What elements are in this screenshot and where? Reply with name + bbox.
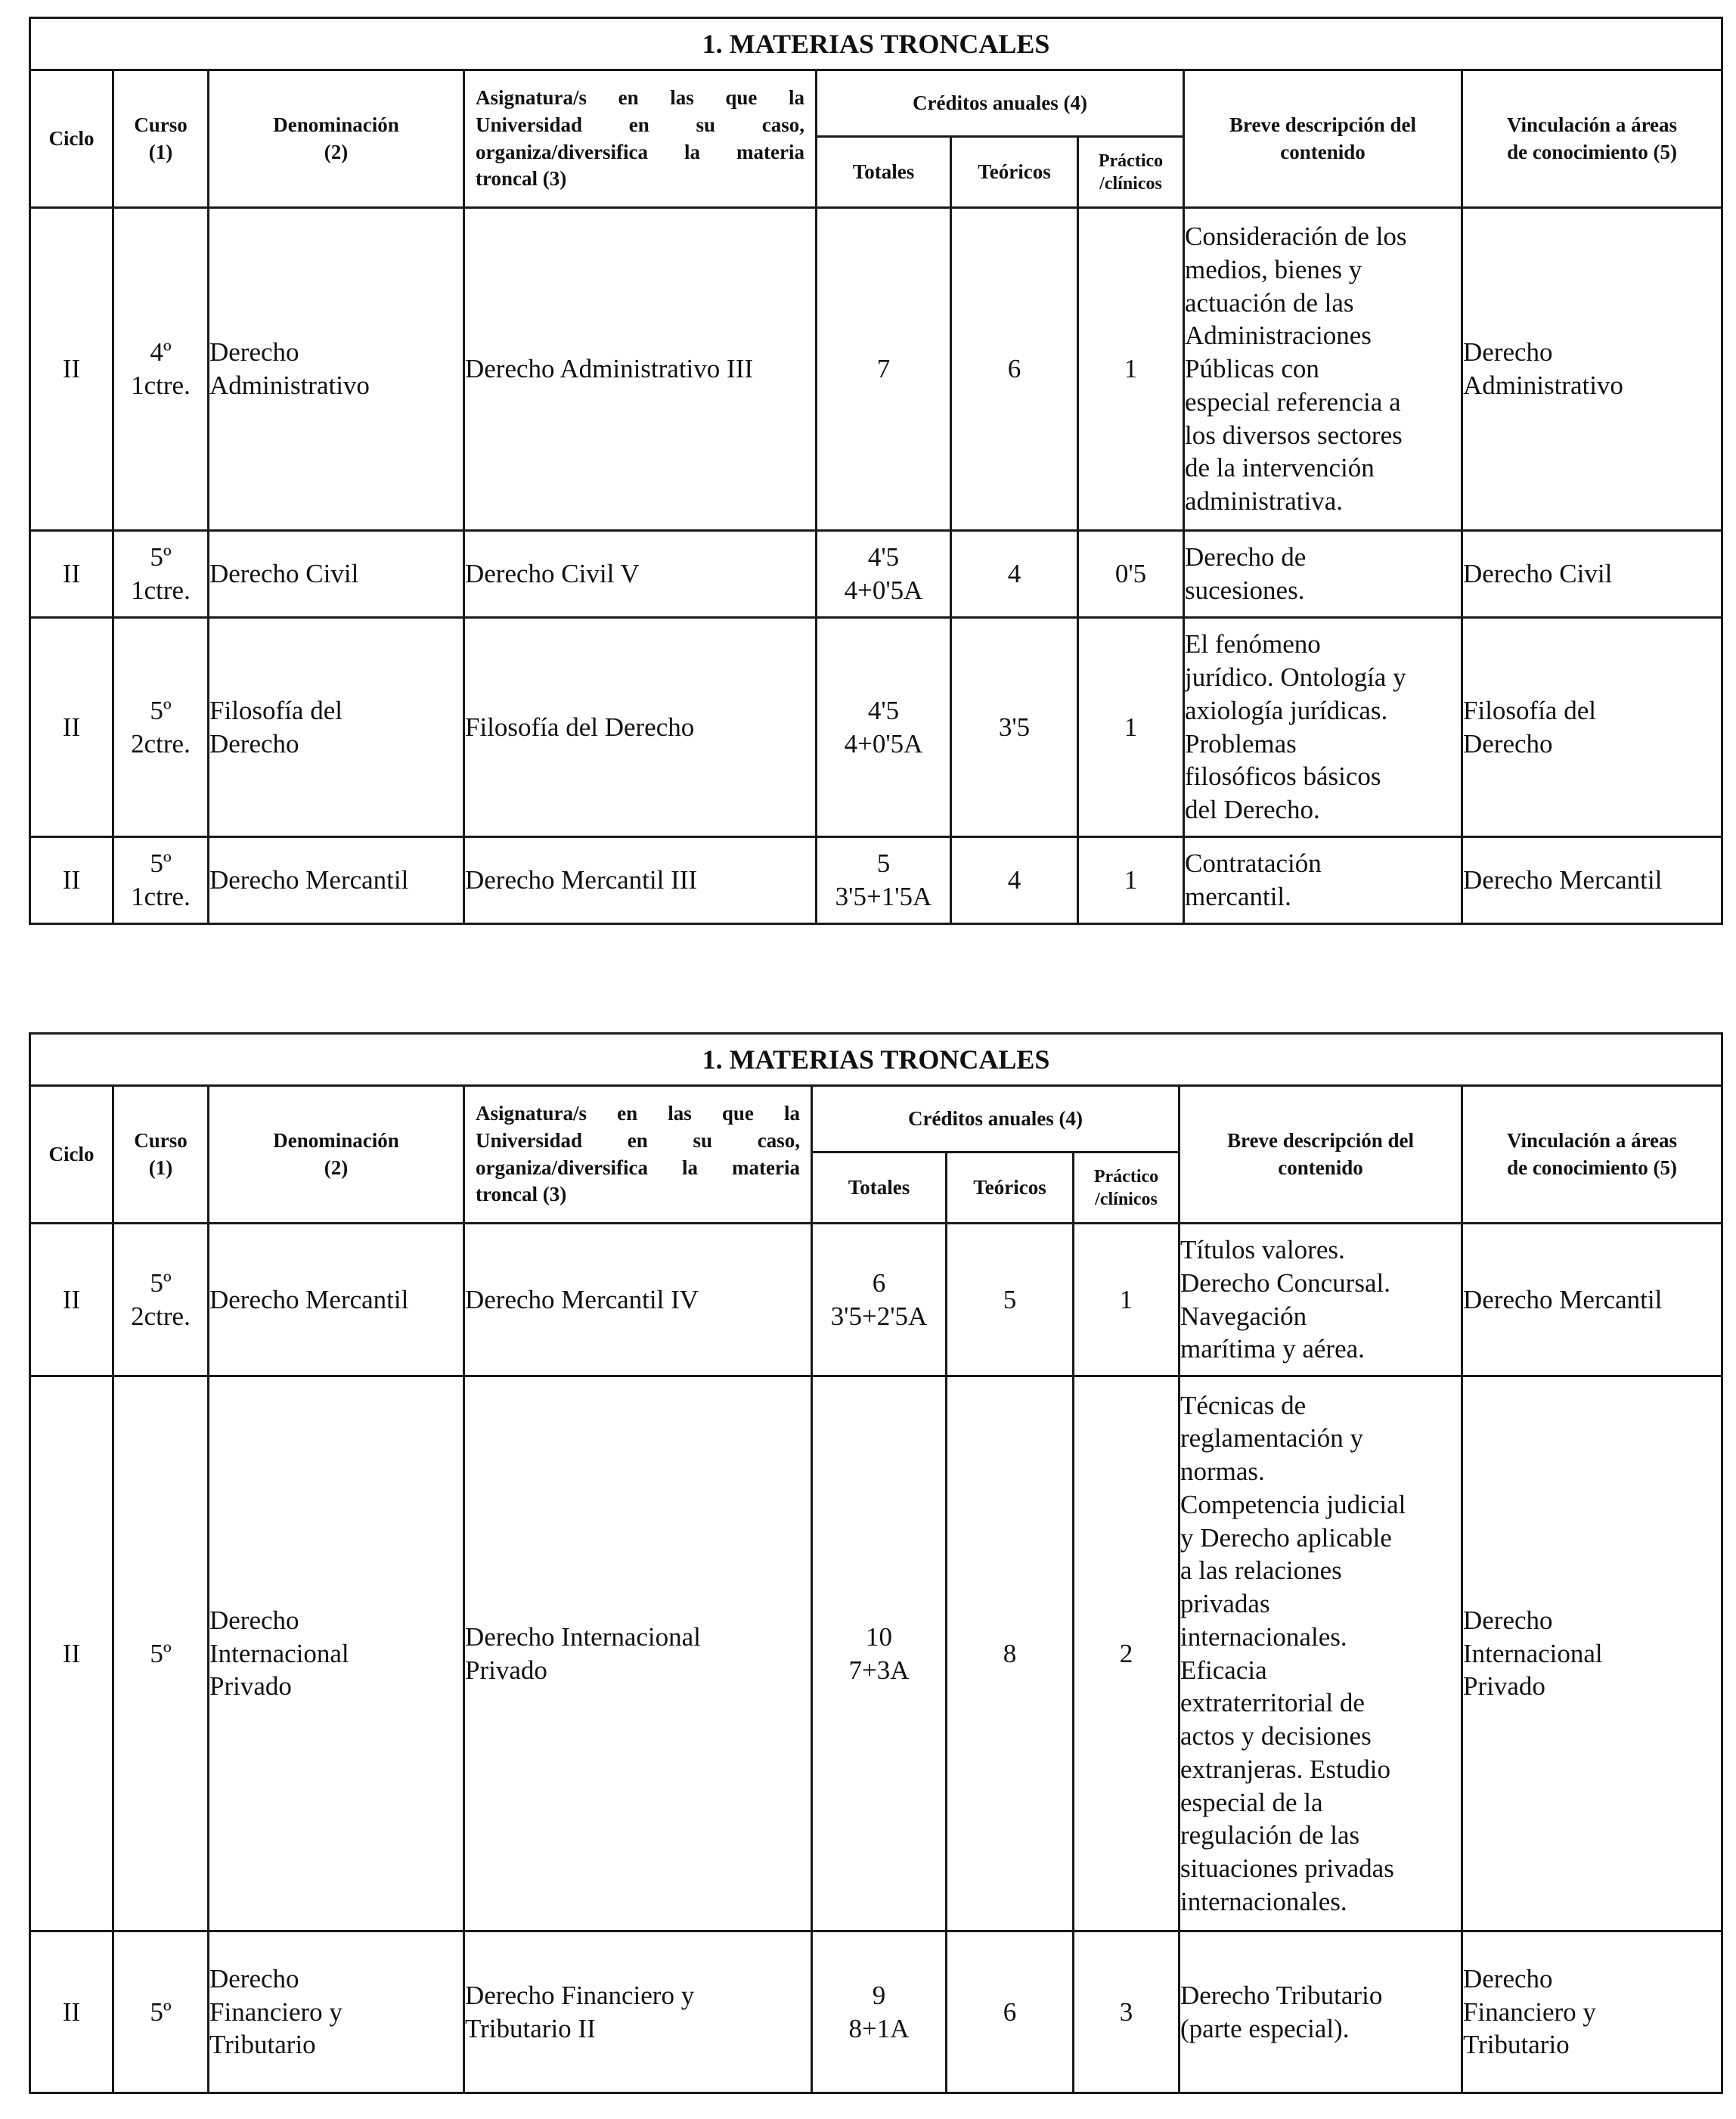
cell-vinculacion: Derecho Financiero y Tributario [1462, 1931, 1722, 2093]
table-title: 1. MATERIAS TRONCALES [30, 1034, 1722, 1086]
cell-descripcion: Consideración de los medios, bienes y actuación de las Administraciones Públicas con especial referencia a los diversos sectores de la intervención administrativa. [1184, 208, 1462, 531]
cell-vinculacion: Derecho Administrativo [1462, 208, 1722, 531]
table-row [30, 531, 1722, 618]
cell-descripcion: Títulos valores. Derecho Concursal. Navegación marítima y aérea. [1180, 1224, 1462, 1376]
cell-totales: 5 3'5+1'5A [817, 837, 951, 924]
header-curso: Curso (1) [113, 1086, 209, 1224]
cell-curso: 5º 1ctre. [113, 531, 209, 618]
cell-descripcion: El fenómeno jurídico. Ontología y axiología jurídicas. Problemas filosóficos básicos del Derecho. [1184, 618, 1462, 837]
cell-ciclo: II [30, 531, 113, 618]
cell-asignatura: Filosofía del Derecho [464, 618, 817, 837]
header-ciclo: Ciclo [30, 70, 113, 208]
cell-vinculacion: Derecho Internacional Privado [1462, 1376, 1722, 1931]
cell-denominacion: Derecho Mercantil [209, 837, 464, 924]
cell-denominacion: Derecho Financiero y Tributario [209, 1931, 464, 2093]
cell-practicos: 2 [1074, 1376, 1180, 1931]
cell-practicos: 3 [1074, 1931, 1180, 2093]
header-descripcion: Breve descripción del contenido [1184, 70, 1462, 208]
header-ciclo: Ciclo [30, 1086, 113, 1224]
header-denominacion: Denominación (2) [209, 1086, 464, 1224]
materias-troncales-table-1 [29, 17, 1723, 925]
header-teoricos: Teóricos [947, 1153, 1074, 1224]
cell-asignatura: Derecho Financiero y Tributario II [464, 1931, 812, 2093]
cell-curso: 4º 1ctre. [113, 208, 209, 531]
cell-asignatura: Derecho Mercantil III [464, 837, 817, 924]
cell-denominacion: Filosofía del Derecho [209, 618, 464, 837]
cell-ciclo: II [30, 208, 113, 531]
header-curso: Curso (1) [113, 70, 209, 208]
cell-curso: 5º 2ctre. [113, 618, 209, 837]
header-practicos: Práctico /clínicos [1078, 137, 1184, 208]
header-asignaturas: Asignatura/s en las que la Universidad en su caso, organiza/diversifica la materia troncal (3) [464, 1086, 812, 1224]
cell-practicos: 1 [1078, 837, 1184, 924]
table-row [30, 208, 1722, 531]
header-vinculacion: Vinculación a áreas de conocimiento (5) [1462, 70, 1722, 208]
cell-denominacion: Derecho Administrativo [209, 208, 464, 531]
cell-teoricos: 5 [947, 1224, 1074, 1376]
cell-asignatura: Derecho Internacional Privado [464, 1376, 812, 1931]
cell-vinculacion: Filosofía del Derecho [1462, 618, 1722, 837]
cell-practicos: 1 [1074, 1224, 1180, 1376]
cell-totales: 4'5 4+0'5A [817, 531, 951, 618]
cell-denominacion: Derecho Internacional Privado [209, 1376, 464, 1931]
cell-asignatura: Derecho Mercantil IV [464, 1224, 812, 1376]
cell-ciclo: II [30, 837, 113, 924]
cell-ciclo: II [30, 1224, 113, 1376]
cell-descripcion: Contratación mercantil. [1184, 837, 1462, 924]
cell-vinculacion: Derecho Mercantil [1462, 837, 1722, 924]
cell-vinculacion: Derecho Civil [1462, 531, 1722, 618]
cell-vinculacion: Derecho Mercantil [1462, 1224, 1722, 1376]
cell-totales: 6 3'5+2'5A [812, 1224, 947, 1376]
cell-totales: 9 8+1A [812, 1931, 947, 2093]
cell-ciclo: II [30, 1376, 113, 1931]
cell-practicos: 0'5 [1078, 531, 1184, 618]
cell-curso: 5º 1ctre. [113, 837, 209, 924]
cell-teoricos: 4 [951, 837, 1078, 924]
header-practicos: Práctico /clínicos [1074, 1153, 1180, 1224]
table-row [30, 1376, 1722, 1931]
cell-teoricos: 3'5 [951, 618, 1078, 837]
header-descripcion: Breve descripción del contenido [1180, 1086, 1462, 1224]
cell-totales: 7 [817, 208, 951, 531]
cell-teoricos: 6 [947, 1931, 1074, 2093]
table-row [30, 618, 1722, 837]
cell-descripcion: Técnicas de reglamentación y normas. Competencia judicial y Derecho aplicable a las relaciones privadas internacionales. Eficacia extraterritorial de actos y decisiones extranjeras. Estudio especial de la regulación de las situaciones privadas internacionales. [1180, 1376, 1462, 1931]
cell-curso: 5º 2ctre. [113, 1224, 209, 1376]
cell-totales: 4'5 4+0'5A [817, 618, 951, 837]
header-denominacion: Denominación (2) [209, 70, 464, 208]
cell-descripcion: Derecho Tributario (parte especial). [1180, 1931, 1462, 2093]
header-totales: Totales [812, 1153, 947, 1224]
cell-descripcion: Derecho de sucesiones. [1184, 531, 1462, 618]
table-row [30, 1931, 1722, 2093]
header-totales: Totales [817, 137, 951, 208]
cell-ciclo: II [30, 1931, 113, 2093]
cell-asignatura: Derecho Administrativo III [464, 208, 817, 531]
cell-denominacion: Derecho Civil [209, 531, 464, 618]
cell-teoricos: 6 [951, 208, 1078, 531]
header-asignaturas: Asignatura/s en las que la Universidad en su caso, organiza/diversifica la materia troncal (3) [464, 70, 817, 208]
cell-asignatura: Derecho Civil V [464, 531, 817, 618]
cell-curso: 5º [113, 1931, 209, 2093]
cell-denominacion: Derecho Mercantil [209, 1224, 464, 1376]
cell-teoricos: 8 [947, 1376, 1074, 1931]
cell-curso: 5º [113, 1376, 209, 1931]
table-row [30, 837, 1722, 924]
table-row [30, 1224, 1722, 1376]
header-creditos: Créditos anuales (4) [817, 70, 1184, 137]
cell-practicos: 1 [1078, 618, 1184, 837]
cell-totales: 10 7+3A [812, 1376, 947, 1931]
header-teoricos: Teóricos [951, 137, 1078, 208]
table-title: 1. MATERIAS TRONCALES [30, 18, 1722, 70]
cell-practicos: 1 [1078, 208, 1184, 531]
cell-teoricos: 4 [951, 531, 1078, 618]
cell-ciclo: II [30, 618, 113, 837]
materias-troncales-table-2 [29, 1032, 1723, 2094]
header-creditos: Créditos anuales (4) [812, 1086, 1180, 1153]
header-vinculacion: Vinculación a áreas de conocimiento (5) [1462, 1086, 1722, 1224]
